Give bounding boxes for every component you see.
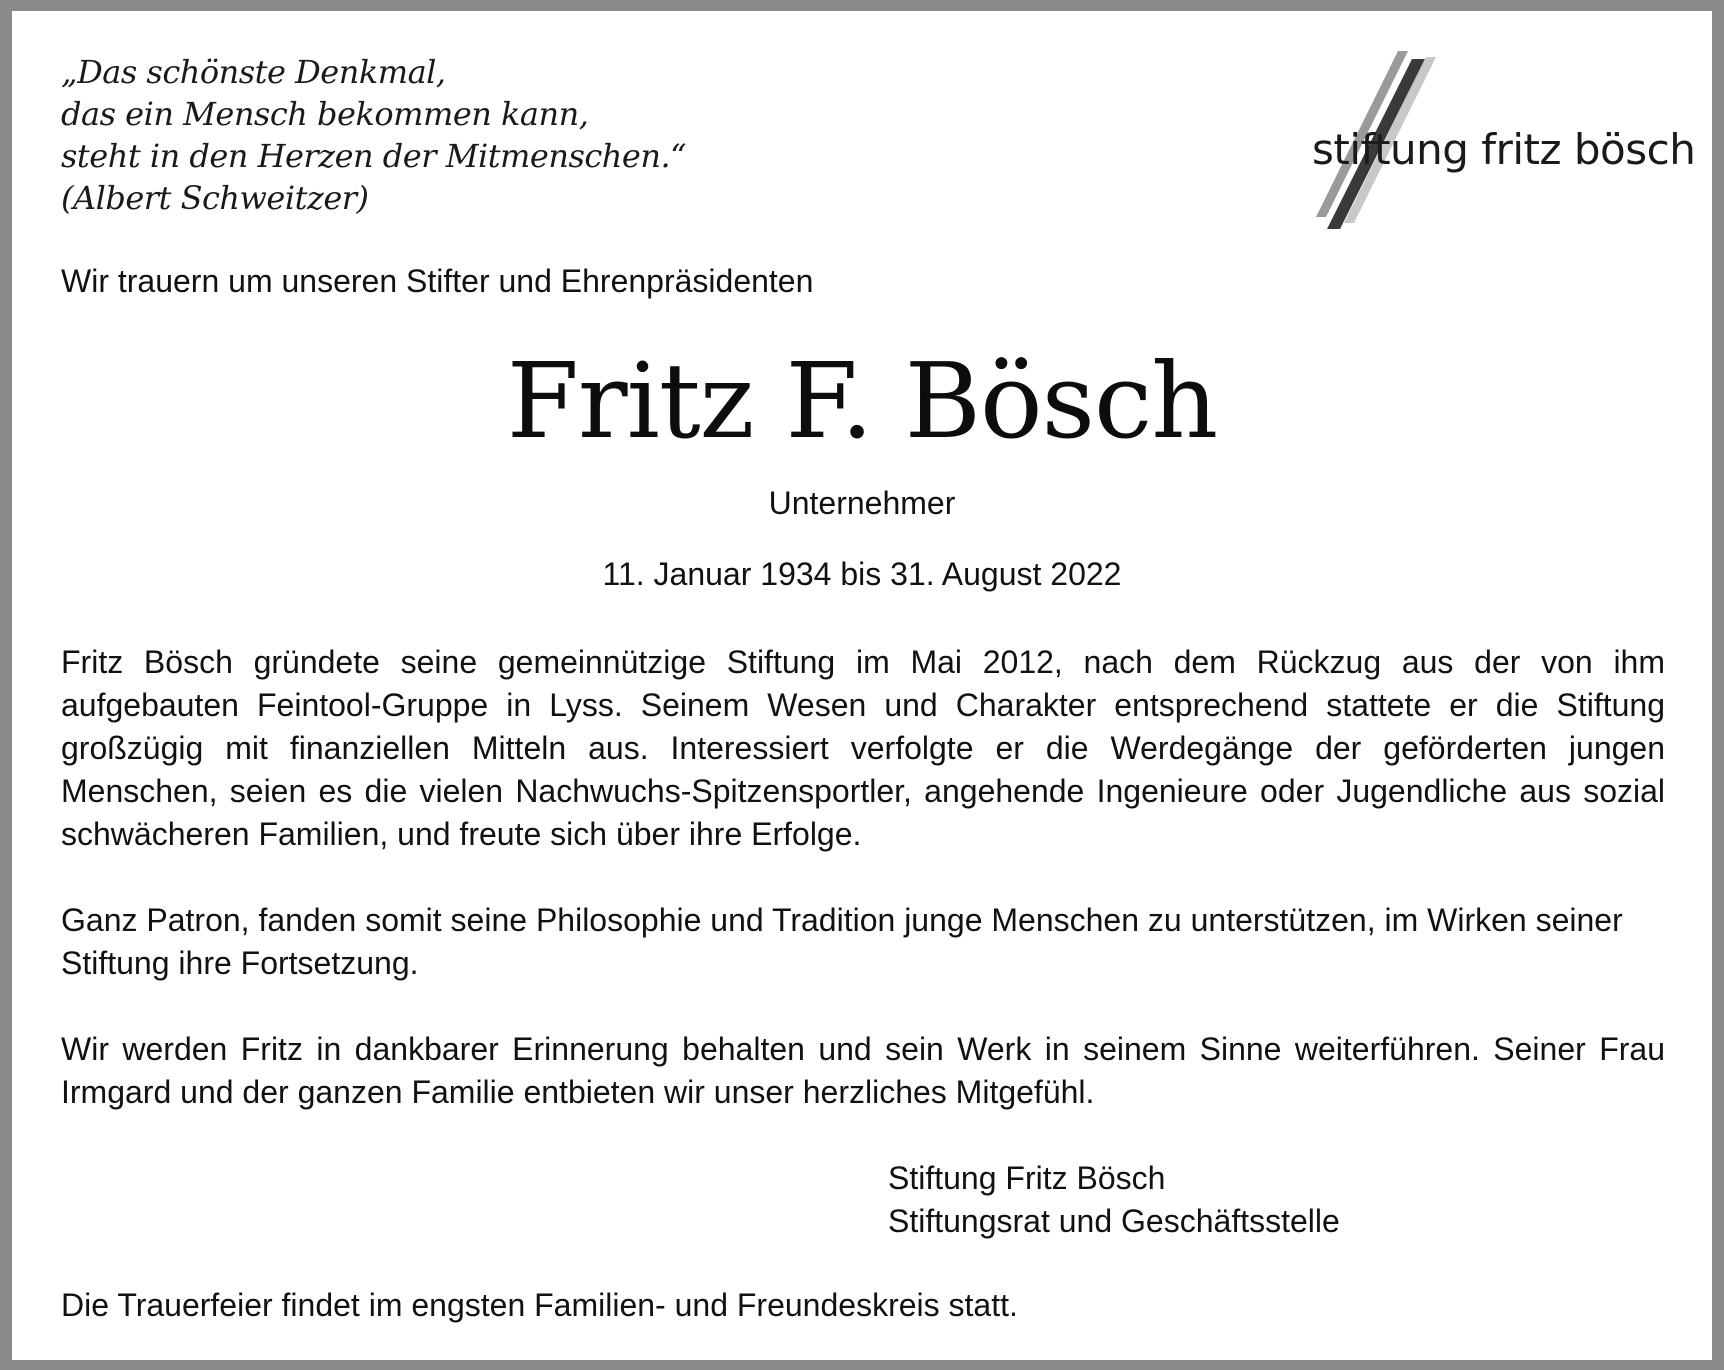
life-dates: 11. Januar 1934 bis 31. August 2022 — [602, 556, 1122, 592]
deceased-name: Fritz F. Bösch — [506, 340, 1218, 462]
profession: Unternehmer — [768, 485, 956, 521]
quote-line: steht in den Herzen der Mitmenschen.“ — [61, 137, 686, 175]
signature-department: Stiftungsrat und Geschäftsstelle — [888, 1203, 1340, 1239]
paragraph-condolence: Wir werden Fritz in dankbarer Erinnerung behalten und sein Werk in seinem Sinne weiterführen. Seiner Frau Irmgard und der ganzen Familie entbieten wir unser herzliches Mitgefühl. — [61, 1031, 1665, 1110]
intro-text: Wir trauern um unseren Stifter und Ehrenpräsidenten — [61, 263, 814, 299]
epigraph-quote — [61, 51, 686, 219]
quote-line: „Das schönste Denkmal, — [61, 53, 446, 91]
funeral-note: Die Trauerfeier findet im engsten Familien- und Freundeskreis statt. — [61, 1287, 1018, 1323]
quote-line: das ein Mensch bekommen kann, — [61, 95, 589, 133]
foundation-logo — [1280, 47, 1700, 237]
paragraph-biography: Fritz Bösch gründete seine gemeinnützige Stiftung im Mai 2012, nach dem Rückzug aus der von ihm aufgebauten Feintool-Gruppe in Lyss. Seinem Wesen und Charakter entsprechend stattete er die Stiftung großzügig mit finanziellen Mitteln aus. Interessiert verfolgte er die Werdegänge der geförderten jungen Menschen, seien es die vielen Nachwuchs-Spitzensportler, angehende Ingenieure oder Jugendliche aus sozial schwächeren Familien, und freute sich über ihre Erfolge. — [61, 644, 1665, 852]
signature-block — [888, 1157, 1340, 1243]
obituary-notice — [12, 11, 1712, 1360]
logo-wordmark: stiftung fritz bösch — [1312, 125, 1696, 174]
paragraph-legacy: Ganz Patron, fanden somit seine Philosophie und Tradition junge Menschen zu unterstützen, im Wirken seiner Stiftung ihre Fortsetzung. — [61, 902, 1623, 981]
signature-organization: Stiftung Fritz Bösch — [888, 1160, 1166, 1196]
quote-attribution: (Albert Schweitzer) — [61, 179, 369, 217]
